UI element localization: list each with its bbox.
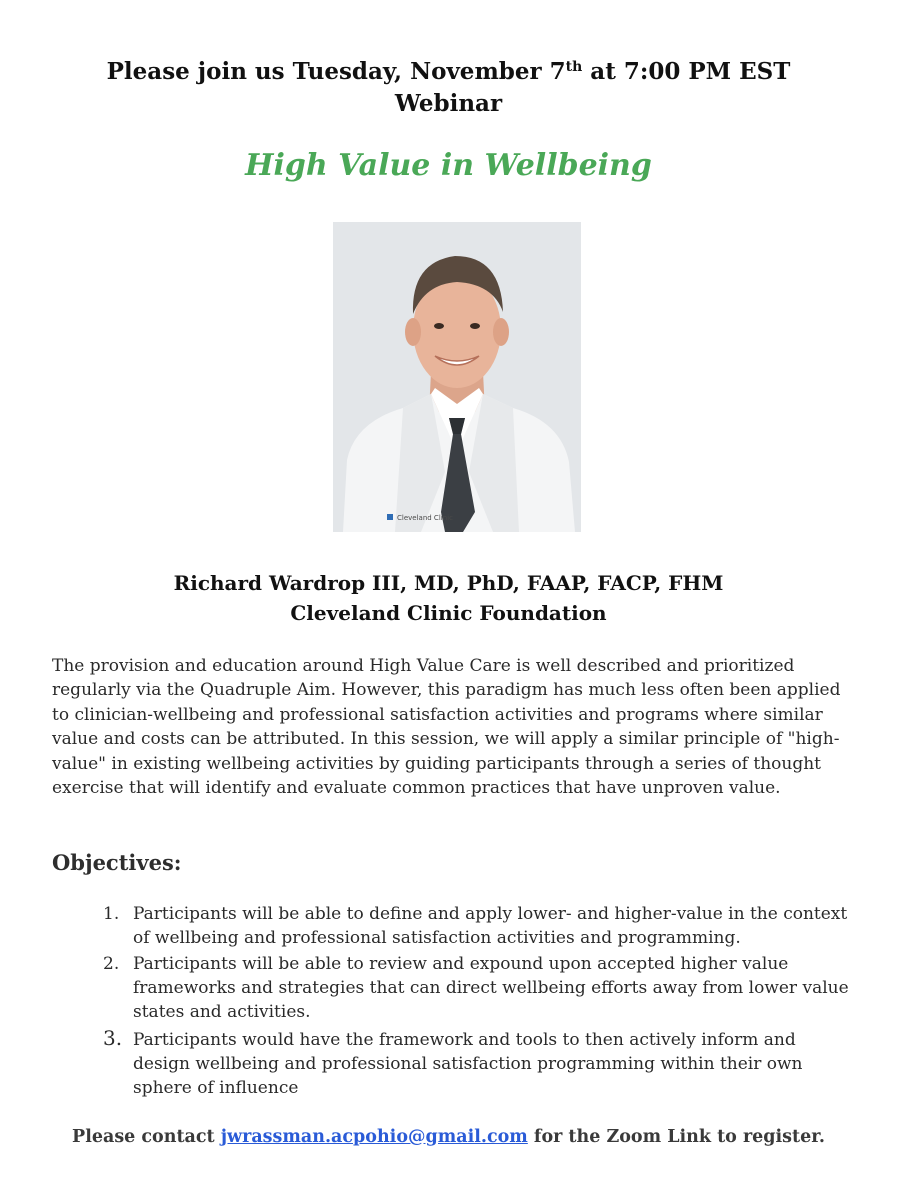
objective-item [52, 1028, 852, 1100]
objective-number: 2. [103, 954, 120, 974]
speaker-portrait-illustration [333, 222, 581, 532]
coat-badge-text: Cleveland Clinic [397, 514, 453, 522]
speaker-photo [333, 222, 581, 532]
contact-line [0, 1124, 897, 1150]
objective-number: 3. [103, 1026, 123, 1050]
objectives-heading: Objectives: [52, 850, 182, 875]
objective-item [52, 952, 852, 1024]
session-description: The provision and education around High Value Care is well described and prioritized regularly via the Quadruple Aim. However, this paradigm has much less often been applied to clinician-wellbeing and professional satisfaction activities and programs where similar value and costs can be attributed. In this session, we will apply a similar principle of "high-value" in existing wellbeing activities by guiding participants through a series of thought exercise that will identify and evaluate common practices that have unproven value. [52, 656, 841, 799]
objective-number: 1. [103, 904, 120, 924]
event-title: High Value in Wellbeing [245, 148, 652, 183]
objectives-list [52, 902, 852, 1102]
objective-item [52, 902, 852, 950]
speaker-name: Richard Wardrop III, MD, PhD, FAAP, FACP, FHM [173, 571, 724, 595]
date-ordinal-suffix: th [565, 59, 583, 75]
objective-text: Participants will be able to review and expound upon accepted higher value frameworks and strategies that can direct wellbeing efforts away from lower value states and activities. [133, 954, 849, 1022]
speaker-organization: Cleveland Clinic Foundation [290, 601, 607, 625]
event-format-label: Webinar [394, 90, 503, 117]
event-date-line: Please join us Tuesday, November 7th at 7:00 PM EST [106, 58, 791, 85]
speaker-info [0, 568, 897, 628]
objective-text: Participants would have the framework and tools to then actively inform and design wellbeing and professional satisfaction programming within their own sphere of influence [133, 1030, 803, 1098]
contact-prefix: Please contact [72, 1127, 221, 1147]
contact-email-link[interactable]: jwrassman.acpohio@gmail.com [220, 1127, 528, 1147]
event-date-heading [0, 56, 897, 120]
contact-suffix: for the Zoom Link to register. [527, 1127, 825, 1147]
objective-text: Participants will be able to define and apply lower- and higher-value in the context of wellbeing and professional satisfaction activities and programming. [133, 904, 848, 948]
